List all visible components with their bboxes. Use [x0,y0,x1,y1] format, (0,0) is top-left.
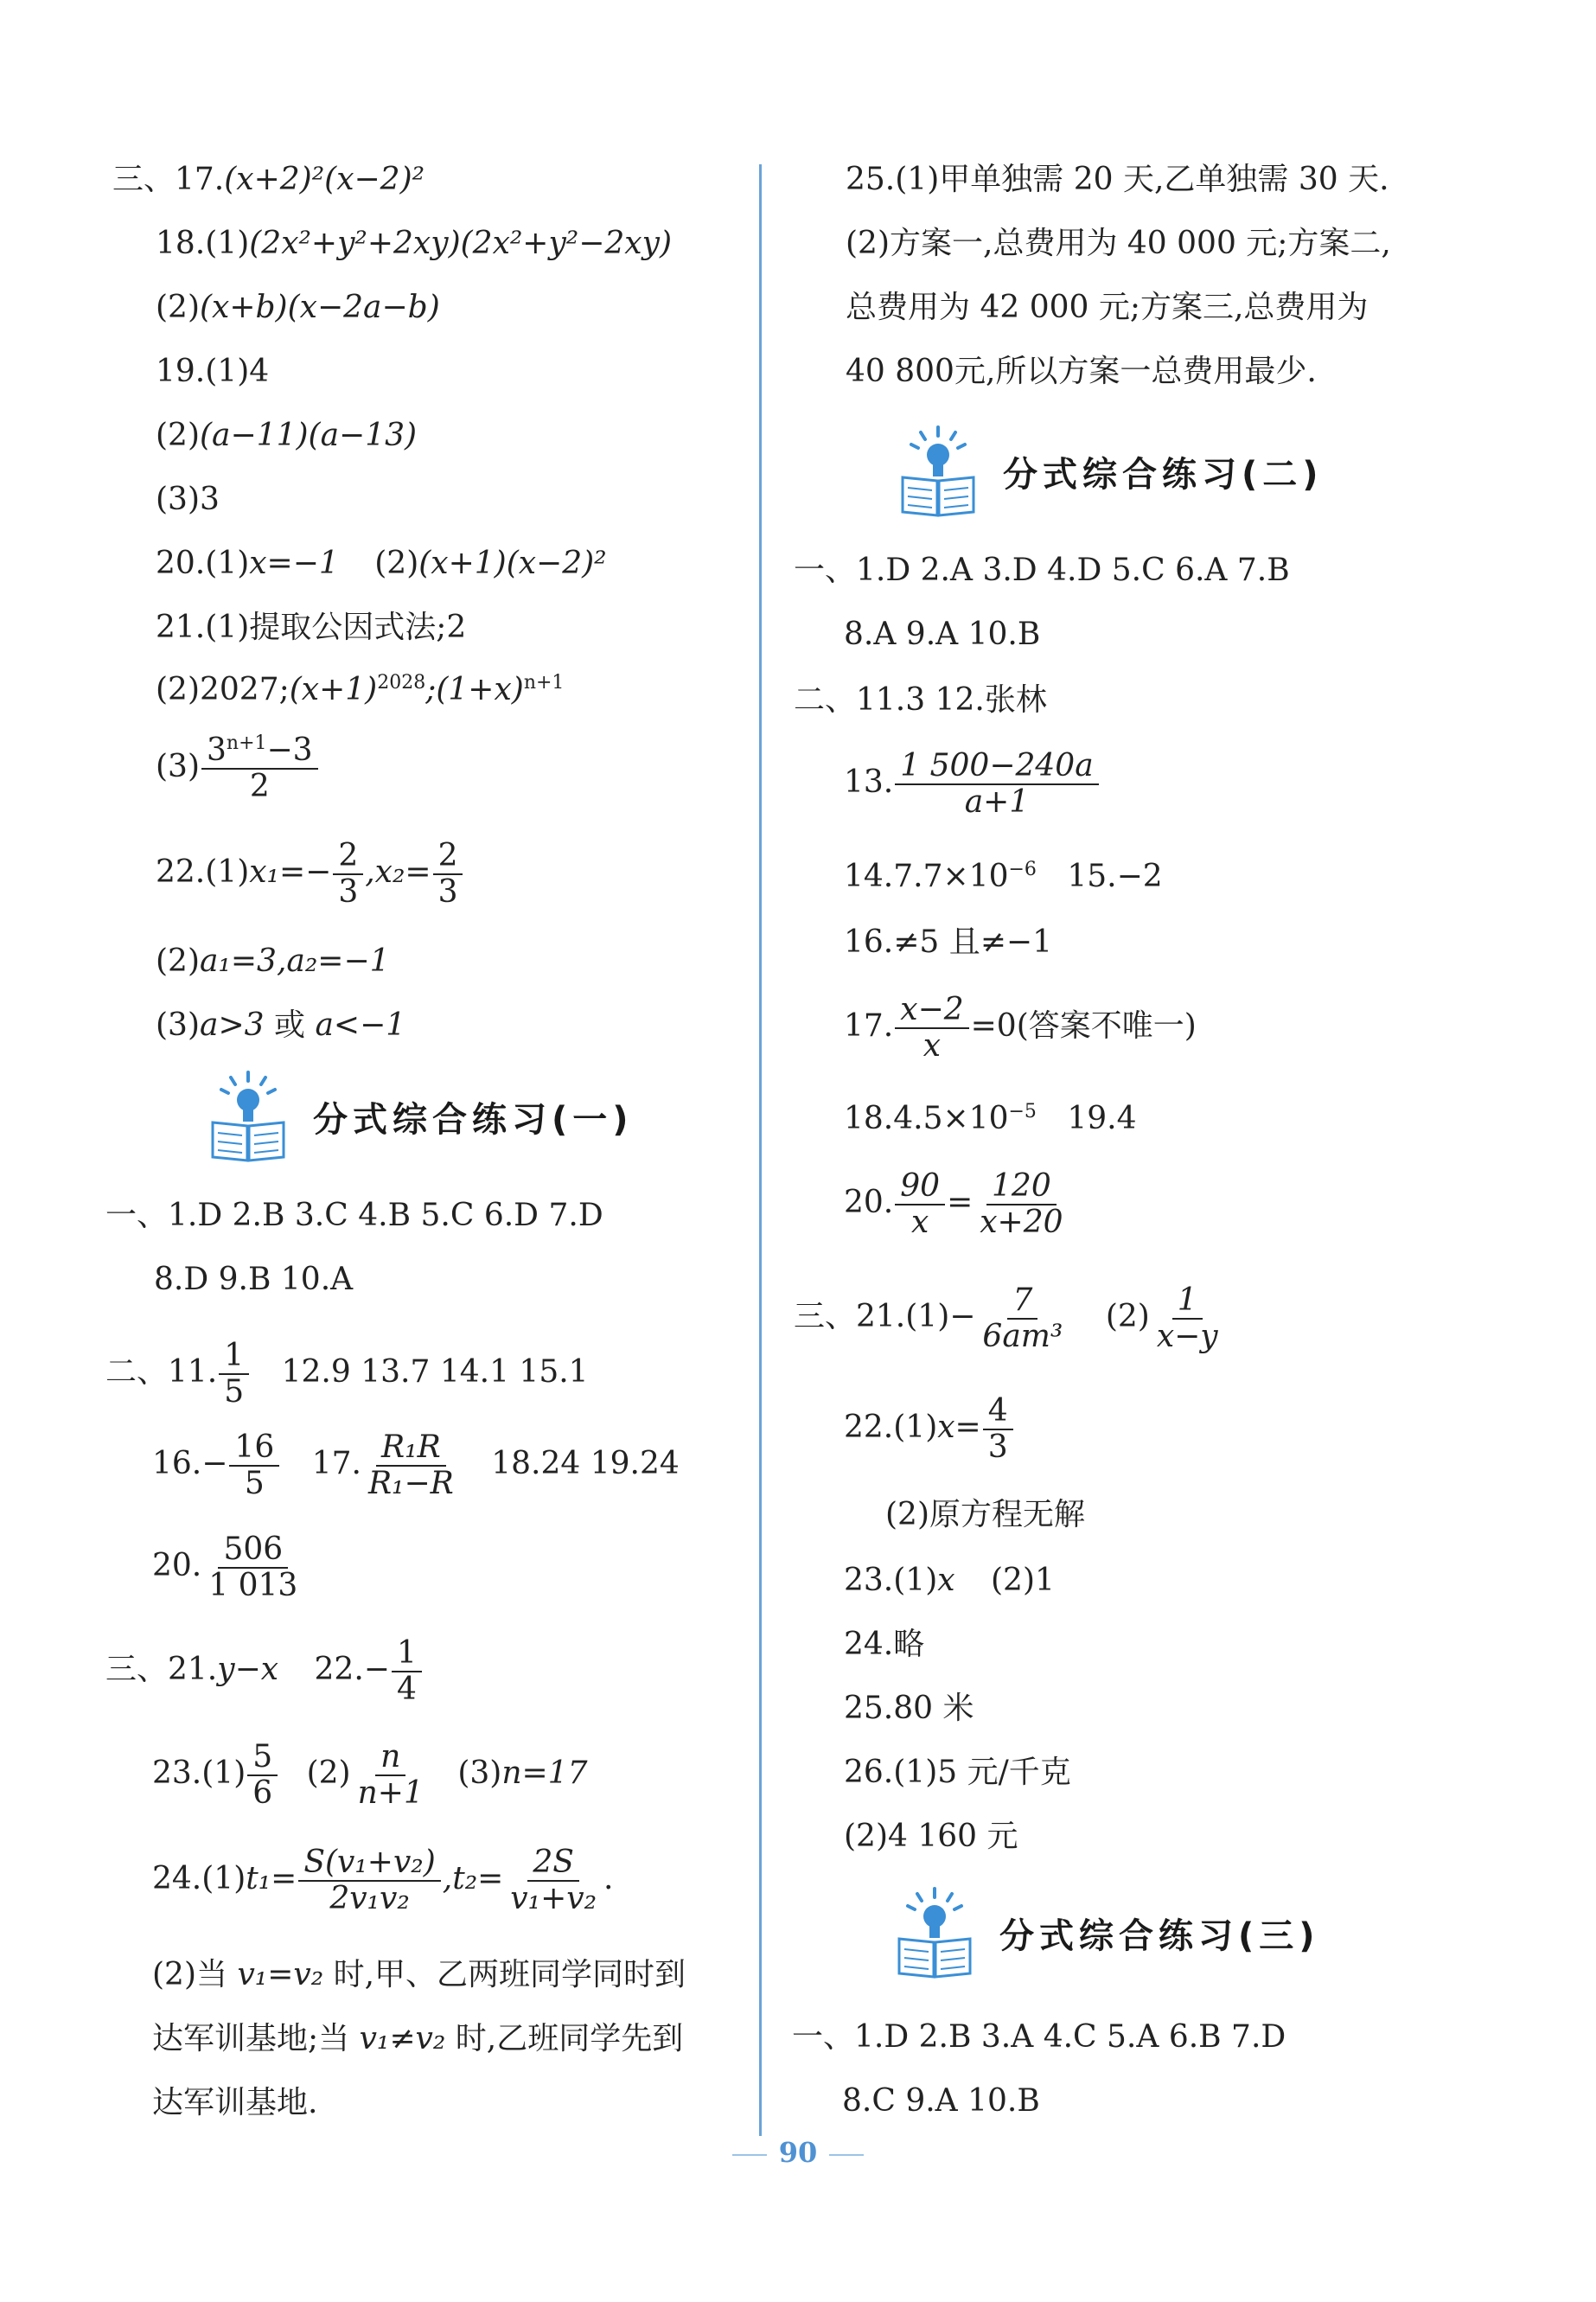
section-title: 分式综合练习(三) [999,1915,1320,1956]
fill-answers-18-19: $18.4.5\times 10^{-5}$ 19.4 [844,1101,1137,1136]
answer-25-2-line3: 40 800元,所以方案一总费用最少. [846,354,1317,389]
answer-23: 23.(1)x (2)1 [844,1563,1055,1598]
fraction: $\frac{2}{3}$ [333,839,363,910]
fraction: $\frac{2S}{\text{v₁+v₂}}$ [510,1845,597,1916]
answer-q21-3: (3) $\frac{3^{n+1}-3}{2}$ [156,733,320,804]
fraction: $\frac{16}{5}$ [229,1430,279,1501]
answers-21-22: 三、21.y−x 22.− $\frac{1}{4}$ [105,1636,424,1707]
answer-q22-2: (2)a₁=3,a₂=−1 [156,943,390,979]
answer-24-2-line1: (2)当 v₁=v₂ 时,甲、乙两班同学同时到 [152,1957,686,1992]
fill-answer-20: 20. $\frac{90}{x}$ = $\frac{120}{x+20}$ [844,1169,1070,1240]
decorative-dash [732,2154,767,2156]
answer-q17: 三、17.(x+2)²(x−2)² [112,162,425,197]
section-heading-3 [896,1885,1320,1980]
fraction: $\frac{\text{R₁R}}{\text{R₁−R}}$ [367,1429,454,1501]
fill-answers-11-15: 二、11. $\frac{1}{5}$ 12.9 13.7 14.1 15.1 [105,1338,589,1410]
mc-answers-row2: 8.C 9.A 10.B [842,2083,1040,2119]
answer-25-2-line1: (2)方案一,总费用为 40 000 元;方案二, [846,226,1391,261]
answer-26-1: 26.(1)5 元/千克 [844,1755,1071,1790]
answer-q22-3: (3)a>3 或 a<−1 [156,1007,406,1043]
answer-24-1: 24.(1)t₁= $\frac{\text{S(v₁+v₂)}}{\text{2v₁v₂}}$ ,t₂= $\frac{2S}{\text{v₁+v₂}}$ . [152,1845,614,1916]
fill-answers-16-19: 16.− $\frac{16}{5}$ 17. $\frac{\text{R₁R}}{\text{R₁−R}}$ 18.24 19.24 [152,1429,680,1501]
answer-q19-1: 19.(1)4 [156,354,270,389]
fill-answers-11-12: 二、11.3 12.张林 [794,682,1047,718]
answer-25-1: 25.(1)甲单独需 20 天,乙单独需 30 天. [846,162,1389,197]
mc-answers-row1: 一、1.D 2.A 3.D 4.D 5.C 6.A 7.B [794,553,1290,588]
answer-25-2-line2: 总费用为 42 000 元;方案三,总费用为 [846,290,1369,325]
section-heading-1 [209,1069,634,1164]
answer-q19-3: (3)3 [156,482,220,517]
lightbulb-book-icon [209,1069,287,1164]
answer-q21-2: $(2)2027;(x+1)^{2028};(1+x)^{n+1}$ [156,672,565,707]
fraction: $\frac{n}{n+1}$ [357,1739,424,1811]
mc-answers-row1: 一、1.D 2.B 3.A 4.C 5.A 6.B 7.D [792,2019,1286,2055]
answer-23: 23.(1) $\frac{5}{6}$ (2) $\frac{n}{n+1}$ (3)n=17 [152,1739,588,1811]
fill-answers-14-15: $14.7.7\times 10^{-6}$ 15.−2 [844,859,1163,894]
answer-q18-1: 18.(1)(2x²+y²+2xy)(2x²+y²−2xy) [156,226,672,261]
fraction: $\frac{7}{\text{6am³}}$ [982,1282,1063,1354]
answer-q20: 20.(1)x=−1 (2)(x+1)(x−2)² [156,546,607,581]
lightbulb-book-icon [899,424,977,519]
section-heading-2 [899,424,1324,519]
page-number: 90 [0,2136,1596,2169]
answer-q18-2: (2)(x+b)(x−2a−b) [156,290,440,325]
answer-26-2: (2)4 160 元 [844,1819,1018,1854]
fill-answer-17: 17. $\frac{x-2}{x}$ =0(答案不唯一) [844,992,1197,1064]
answer-25: 25.80 米 [844,1691,974,1726]
mc-answers-row1: 一、1.D 2.B 3.C 4.B 5.C 6.D 7.D [105,1198,603,1233]
answer-24-2-line3: 达军训基地. [152,2085,318,2120]
fraction: $\frac{\text{S(v₁+v₂)}}{\text{2v₁v₂}}$ [298,1845,440,1916]
fill-answer-16: 16.≠5 且≠−1 [844,924,1052,960]
fraction: $\frac{5}{6}$ [247,1740,278,1811]
fraction: $\frac{4}{3}$ [983,1394,1013,1465]
section-title: 分式综合练习(二) [1003,454,1324,495]
mc-answers-row2: 8.D 9.B 10.A [154,1262,354,1297]
answer-22-1: 22.(1)x= $\frac{4}{3}$ [844,1394,1015,1465]
fraction: $\frac{1 500-240a}{a+1}$ [895,749,1098,820]
answer-22-2: (2)原方程无解 [885,1497,1085,1532]
fraction: $\frac{1}{5}$ [219,1339,249,1410]
fraction: $\frac{3^{n+1}-3}{2}$ [201,733,318,804]
answer-24-2-line2: 达军训基地;当 v₁≠v₂ 时,乙班同学先到 [152,2021,684,2056]
fraction: $\frac{120}{x+20}$ [980,1168,1063,1240]
section-title: 分式综合练习(一) [313,1099,634,1140]
fraction: $\frac{1}{x-y}$ [1156,1282,1218,1354]
fraction: $\frac{2}{3}$ [433,839,463,910]
answer-q19-2: (2)(a−11)(a−13) [156,418,418,453]
fill-answer-20: 20. $\frac{506}{1 013}$ [152,1532,304,1603]
answer-q22-1: 22.(1)x₁=− $\frac{2}{3}$ ,x₂= $\frac{2}{3}$ [156,839,464,910]
fraction: $\frac{1}{4}$ [392,1636,422,1707]
answer-q21-1: 21.(1)提取公因式法;2 [156,610,467,645]
decorative-dash [829,2154,864,2156]
answer-21: 三、21.(1)− $\frac{7}{\text{6am³}}$ (2) $\frac{1}{x-y}$ [794,1283,1225,1354]
answer-24: 24.略 [844,1627,925,1662]
fraction: $\frac{x-2}{x}$ [895,993,968,1064]
fill-answer-13: 13. $\frac{1 500-240a}{a+1}$ [844,749,1101,820]
fraction: $\frac{90}{x}$ [895,1169,945,1240]
column-divider [759,164,762,2136]
lightbulb-book-icon [896,1885,974,1980]
mc-answers-row2: 8.A 9.A 10.B [844,617,1041,652]
fraction: $\frac{506}{1 013}$ [208,1531,298,1603]
